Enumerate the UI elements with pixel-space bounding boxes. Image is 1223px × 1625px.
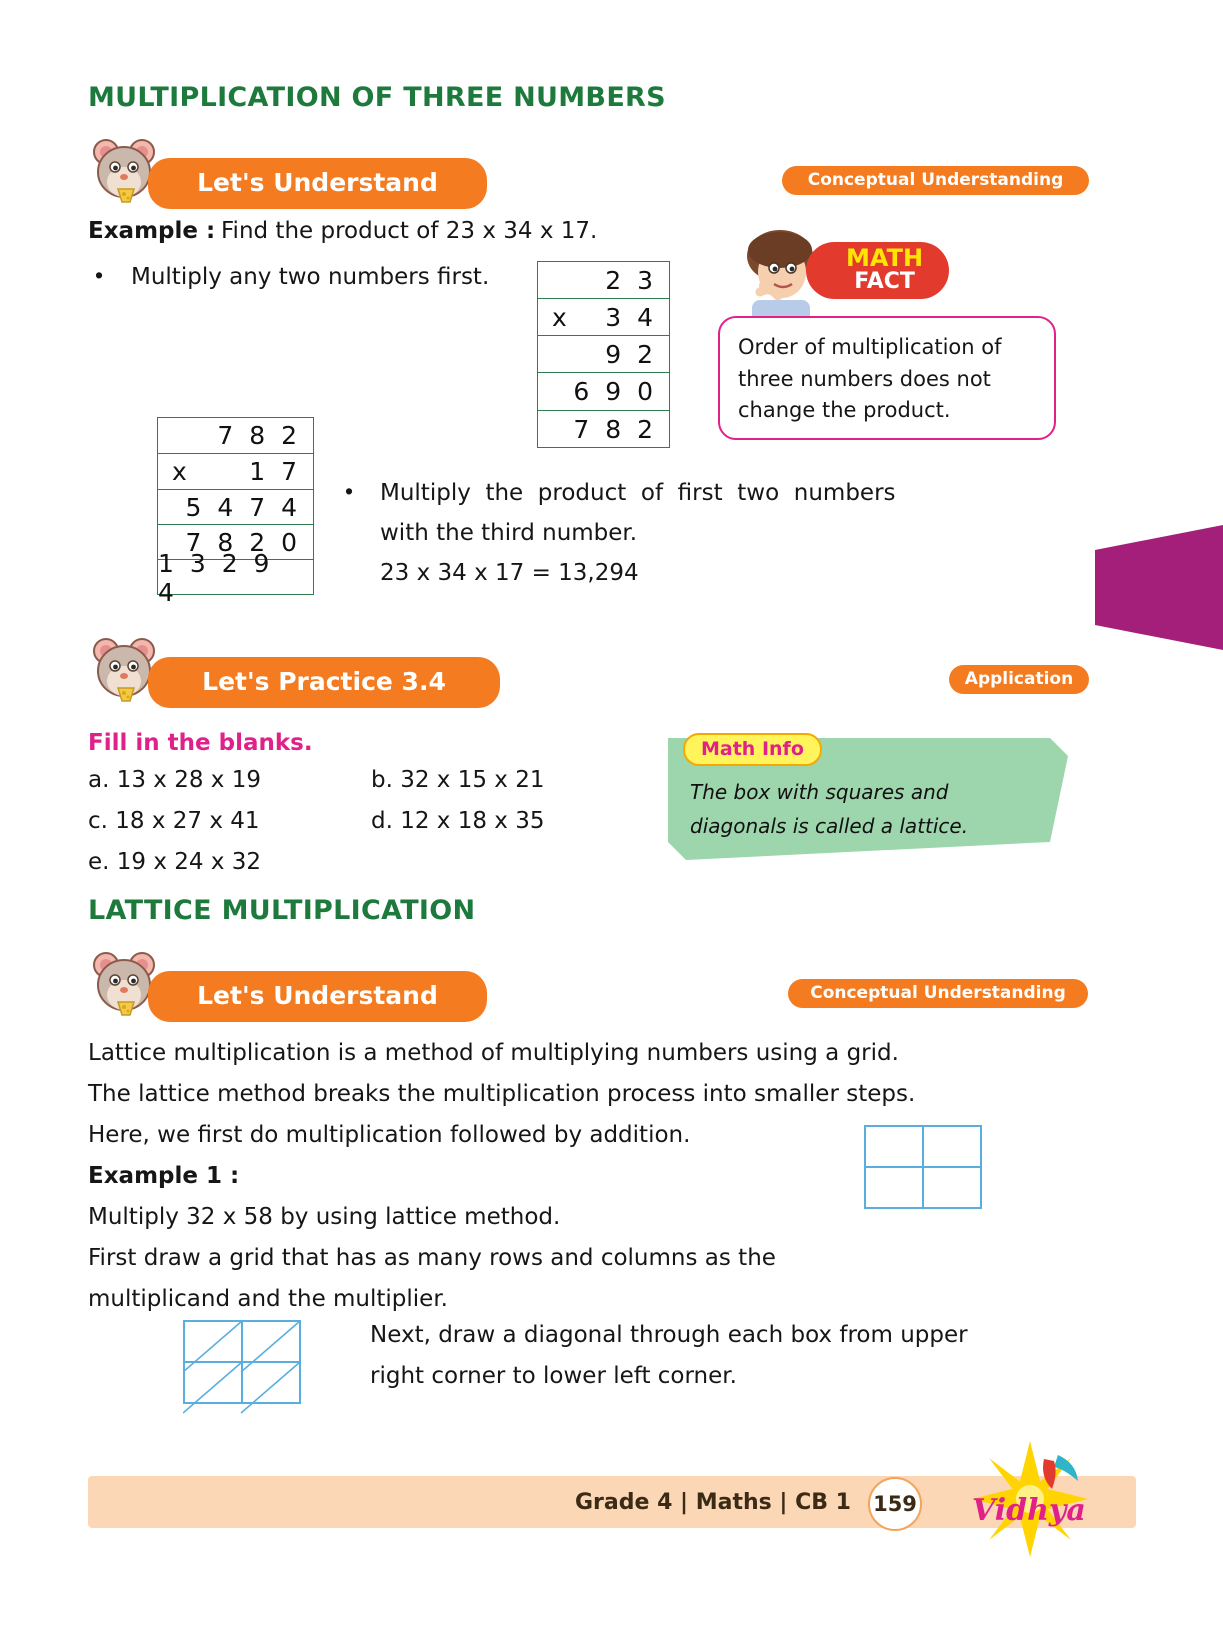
pill-lets-understand-2: Let's Understand <box>148 971 487 1022</box>
bullet-text-2-line2: with the third number. <box>380 520 638 546</box>
calc-row: 6 9 0 <box>538 373 669 411</box>
practice-heading: Fill in the blanks. <box>88 730 313 756</box>
lattice-line-5: First draw a grid that has as many rows and columns as the <box>88 1245 776 1271</box>
page-title-multiplication-of-three-numbers: MULTIPLICATION OF THREE NUMBERS <box>88 82 666 113</box>
practice-item-b: b. 32 x 15 x 21 <box>371 767 545 793</box>
calc-row-result: 1 3 2 9 4 <box>158 549 274 607</box>
practice-item-a: a. 13 x 28 x 19 <box>88 767 261 793</box>
calc-row: 5 4 7 4 <box>158 490 313 525</box>
calc-row <box>538 299 669 336</box>
tag-application: Application <box>949 665 1089 694</box>
calc-row: 9 2 <box>538 336 669 373</box>
calc-row: 7 8 2 <box>158 418 313 454</box>
logo-text: Vidhya <box>972 1493 1086 1528</box>
bullet-text-1: Multiply any two numbers first. <box>131 264 490 290</box>
pill-lets-practice: Let's Practice 3.4 <box>148 657 500 708</box>
footer-text: Grade 4 | Maths | CB 1 <box>575 1490 851 1515</box>
tag-conceptual-understanding-1: Conceptual Understanding <box>782 166 1089 195</box>
practice-item-d: d. 12 x 18 x 35 <box>371 808 545 834</box>
lattice-line-6: multiplicand and the multiplier. <box>88 1286 448 1312</box>
math-info-text <box>690 775 1020 843</box>
math-fact-line-3: change the product. <box>738 398 951 422</box>
calc-row: 2 3 <box>538 262 669 299</box>
practice-item-e: e. 19 x 24 x 32 <box>88 849 262 875</box>
lattice-grid-with-diagonals <box>183 1320 323 1420</box>
math-fact-badge <box>806 242 949 299</box>
math-info-line-1: The box with squares and <box>690 780 949 804</box>
calc-box-23x34 <box>537 261 670 448</box>
calc-row: 7 8 2 0 <box>158 525 313 560</box>
tag-conceptual-understanding-2: Conceptual Understanding <box>788 979 1088 1008</box>
page-title-lattice-multiplication: LATTICE MULTIPLICATION <box>88 895 476 926</box>
math-info-badge: Math Info <box>683 733 822 766</box>
lattice-para-line-2: The lattice method breaks the multiplication process into smaller steps. <box>88 1081 916 1107</box>
lattice-example-label: Example 1 : <box>88 1163 240 1189</box>
math-fact-box <box>718 316 1056 440</box>
calc-row-result: 7 8 2 <box>573 415 657 444</box>
math-fact-line-2: three numbers does not <box>738 366 991 391</box>
calc-row-value: 3 4 <box>605 302 657 332</box>
bullet-dot-1: • <box>95 262 104 288</box>
calc-row-value: 1 7 <box>249 457 301 486</box>
lattice-line-4: Multiply 32 x 58 by using lattice method. <box>88 1204 561 1230</box>
page-edge-ribbon <box>1095 525 1223 650</box>
calc-box-782x17 <box>157 417 314 607</box>
bullet-text-2-result: 23 x 34 x 17 = 13,294 <box>380 560 639 586</box>
math-info-line-2: diagonals is called a lattice. <box>690 814 969 838</box>
example-text: Find the product of 23 x 34 x 17. <box>221 218 598 244</box>
example-label: Example : <box>88 218 216 244</box>
lattice-para-line-1: Lattice multiplication is a method of multiplying numbers using a grid. <box>88 1040 899 1066</box>
multiply-operator: x <box>172 457 187 486</box>
lattice-next-line-1: Next, draw a diagonal through each box from upper <box>370 1322 968 1348</box>
bullet-dot-2: • <box>345 478 354 504</box>
lattice-para-line-3: Here, we first do multiplication followed by addition. <box>88 1122 691 1148</box>
practice-item-c: c. 18 x 27 x 41 <box>88 808 260 834</box>
multiply-operator: x <box>552 302 567 332</box>
calc-row <box>158 454 313 490</box>
lattice-next-line-2: right corner to lower left corner. <box>370 1363 737 1389</box>
math-fact-line-1: Order of multiplication of <box>738 335 1002 359</box>
math-fact-badge-line1: MATH <box>846 244 924 272</box>
math-fact-badge-line2: FACT <box>854 269 915 294</box>
page-number: 159 <box>868 1477 922 1531</box>
lattice-grid-blank <box>864 1125 982 1209</box>
pill-lets-understand-1: Let's Understand <box>148 158 487 209</box>
bullet-text-2-line1: Multiply the product of first two numbers <box>380 480 896 506</box>
